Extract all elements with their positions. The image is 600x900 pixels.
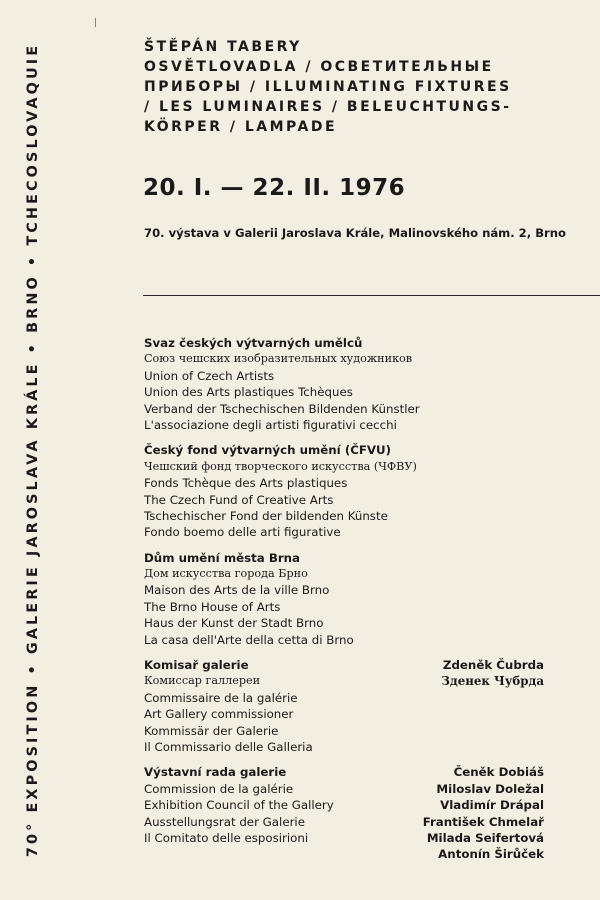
credit-section [144,335,544,433]
fold-mark [95,18,96,27]
credits-list [144,335,544,862]
section-line: La casa dell'Arte della cetta di Brno [144,632,354,647]
section-line: Союз чешских изобразительных художников [144,352,413,366]
section-names [423,764,544,862]
section-line: Tschechischer Fond der bildenden Künste [144,508,388,523]
exhibition-title [144,37,512,137]
credit-section [144,657,544,755]
credit-section [144,764,544,862]
section-line: Fondo boemo delle arti figurative [144,525,341,540]
section-names [441,657,544,690]
person-name: Milada Seifertová [426,830,544,845]
credit-section [144,550,544,648]
section-heading: Český fond výtvarných umění (ČFVU) [144,443,392,458]
person-name: Zdeněk Čubrda [442,658,544,673]
divider [143,295,600,296]
person-name: Зденек Чубрда [441,674,544,689]
section-line: Haus der Kunst der Stadt Brno [144,616,324,631]
title-line: KÖRPER / LAMPADE [144,119,338,135]
person-name: František Chmelař [422,814,544,829]
person-name: Antonín Širůček [438,847,544,862]
section-line: Union des Arts plastiques Tchèques [144,385,353,400]
person-name: Vladimír Drápal [440,798,544,813]
section-line: Il Commissario delle Galleria [144,739,313,754]
title-line: / LES LUMINAIRES / BELEUCHTUNGS- [144,99,512,115]
section-heading: Dům umění města Brna [144,550,301,565]
title-line: OSVĚTLOVADLA / ОСВЕТИТЕЛЬНЫЕ [144,59,494,75]
title-line: ПРИБОРЫ / ILLUMINATING FIXTURES [144,79,512,95]
section-line: The Czech Fund of Creative Arts [144,492,334,507]
section-line: Чешский фонд творческого искусства (ЧФВУ) [144,459,417,473]
venue-line: 70. výstava v Galerii Jaroslava Krále, Malinovského nám. 2, Brno [144,226,566,240]
credit-section [144,442,544,540]
person-name: Čeněk Dobiáš [453,765,544,780]
section-heading: Komisař galerie [144,658,249,673]
section-line: Union of Czech Artists [144,368,275,383]
section-line: Exhibition Council of the Gallery [144,798,334,813]
section-line: Art Gallery commissioner [144,707,294,722]
section-line: Дом искусства города Брно [144,567,308,581]
section-line: Комиссар галлереи [144,674,261,688]
section-line: Ausstellungsrat der Galerie [144,814,305,829]
section-line: Il Comitato delle esposirioni [144,830,309,845]
exhibition-dates: 20. I. — 22. II. 1976 [143,175,406,201]
section-line: Kommissär der Galerie [144,723,279,738]
section-line: L'associazione degli artisti figurativi cecchi [144,417,397,432]
section-line: Maison des Arts de la ville Brno [144,583,330,598]
section-line: Fonds Tchèque des Arts plastiques [144,476,348,491]
person-name: Miloslav Doležal [436,781,544,796]
section-line: Verband der Tschechischen Bildenden Künstler [144,401,420,416]
section-line: The Brno House of Arts [144,599,281,614]
spine-text: 70° EXPOSITION • GALERIE JAROSLAVA KRÁLE • BRNO • TCHECOSLOVAQUIE [25,42,41,858]
section-line: Commissaire de la galérie [144,690,298,705]
section-heading: Výstavní rada galerie [144,765,287,780]
title-line: ŠTĚPÁN TABERY [144,39,302,55]
section-heading: Svaz českých výtvarných umělců [144,336,363,350]
section-line: Commission de la galérie [144,781,294,796]
